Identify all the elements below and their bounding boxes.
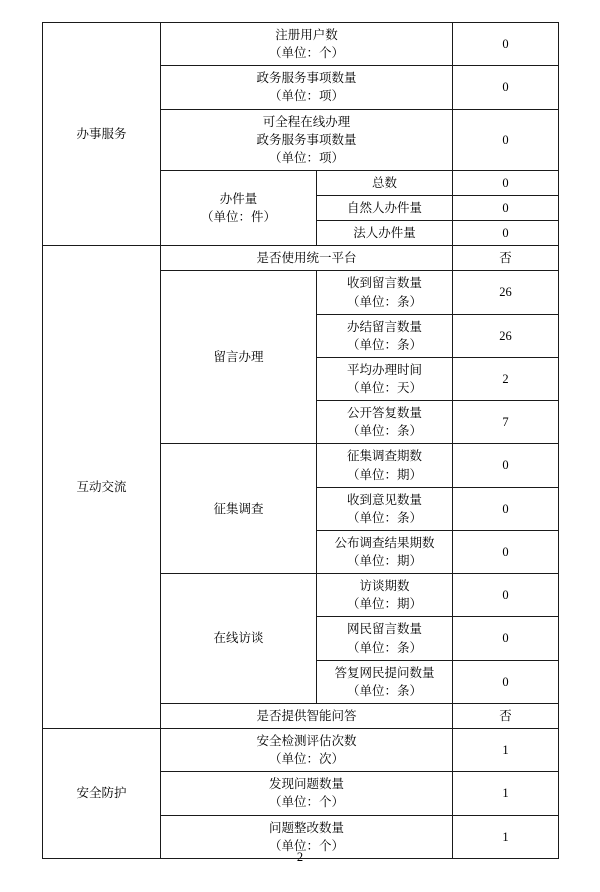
value-cell: 26 (453, 271, 559, 314)
sub-label-line1: 访谈期数 (359, 579, 410, 594)
item-cell (161, 729, 453, 772)
item-cell-message-handling: 留言办理 (161, 271, 317, 444)
page-number: 2 (296, 850, 304, 864)
item-label-line2: （单位：件） (200, 210, 276, 225)
item-cell (161, 772, 453, 815)
sub-label-cell (317, 357, 453, 400)
item-cell-survey: 征集调查 (161, 444, 317, 574)
sub-label-line2: （单位：条） (346, 683, 422, 698)
sub-label-line2: （单位：期） (346, 554, 422, 568)
value-cell: 7 (453, 401, 559, 444)
sub-label-cell: 总数 (317, 170, 453, 195)
sub-label-cell (317, 487, 453, 530)
sub-label-line1: 网民留言数量 (346, 622, 422, 637)
value-cell: 0 (453, 221, 559, 246)
sub-label-line2: （单位：条） (346, 510, 422, 525)
value-cell: 1 (453, 815, 559, 858)
sub-label-line2: （单位：条） (346, 640, 422, 655)
value-cell: 0 (453, 530, 559, 573)
item-label-line2: （单位：次） (268, 752, 344, 767)
item-cell-caseload (161, 170, 317, 245)
item-label-line1: 政务服务事项数量 (256, 71, 357, 86)
sub-label-line2: （单位：条） (346, 424, 422, 439)
item-cell (161, 23, 453, 66)
sub-label-cell (317, 314, 453, 357)
item-label-line1: 安全检测评估次数 (256, 734, 357, 748)
sub-label-line1: 答复网民提问数量 (334, 665, 435, 680)
sub-label-line1: 公开答复数量 (346, 406, 422, 421)
sub-label-cell (317, 660, 453, 703)
sub-label-cell: 自然人办件量 (317, 196, 453, 221)
sub-label-line2: （单位：天） (346, 381, 422, 395)
value-cell: 0 (453, 66, 559, 109)
value-cell: 26 (453, 314, 559, 357)
category-cell-security: 安全防护 (43, 729, 161, 859)
item-label-line1: 可全程在线办理 (262, 114, 351, 129)
sub-label-cell (317, 574, 453, 617)
value-cell: 0 (453, 444, 559, 487)
sub-label-line2: （单位：期） (346, 467, 422, 482)
value-cell: 0 (453, 487, 559, 530)
category-cell-service: 办事服务 (43, 23, 161, 246)
item-cell-online-interview: 在线访谈 (161, 574, 317, 704)
item-label-line2: （单位：项） (268, 89, 344, 104)
sub-label-line2: （单位：期） (346, 597, 422, 612)
item-cell (161, 66, 453, 109)
table-row (43, 246, 559, 271)
value-cell: 0 (453, 170, 559, 195)
item-label-line1: 注册用户数 (275, 28, 338, 42)
value-cell: 否 (453, 246, 559, 271)
annual-report-table (42, 22, 559, 859)
value-cell: 0 (453, 574, 559, 617)
sub-label-line1: 收到意见数量 (346, 492, 422, 507)
sub-label-cell (317, 617, 453, 660)
sub-label-line1: 收到留言数量 (346, 276, 422, 291)
item-cell (161, 109, 453, 170)
item-label-line1: 办件量 (219, 191, 258, 206)
item-label-line1: 问题整改数量 (268, 820, 344, 835)
sub-label-cell (317, 271, 453, 314)
sub-label-cell (317, 530, 453, 573)
item-label-line2: （单位：个） (268, 838, 344, 853)
sub-label-line1: 平均办理时间 (346, 362, 422, 377)
sub-label-cell (317, 444, 453, 487)
sub-label-line2: （单位：条） (346, 294, 422, 309)
sub-label-line1: 征集调查期数 (346, 449, 422, 464)
value-cell: 0 (453, 196, 559, 221)
value-cell: 0 (453, 109, 559, 170)
value-cell: 0 (453, 660, 559, 703)
value-cell: 否 (453, 703, 559, 728)
sub-label-line2: （单位：条） (346, 337, 422, 352)
item-label-line2: （单位：个） (268, 795, 344, 810)
value-cell: 2 (453, 357, 559, 400)
sub-label-line1: 公布调查结果期数 (334, 535, 435, 550)
sub-label-cell: 法人办件量 (317, 221, 453, 246)
item-label-line2: （单位：项） (268, 150, 344, 165)
item-cell: 是否使用统一平台 (161, 246, 453, 271)
table-row (43, 23, 559, 66)
sub-label-cell (317, 401, 453, 444)
item-label-line2: （单位：个） (268, 46, 344, 61)
item-label-line1: 发现问题数量 (268, 777, 344, 792)
item-cell: 是否提供智能问答 (161, 703, 453, 728)
sub-label-line1: 办结留言数量 (346, 319, 422, 334)
category-cell-interaction: 互动交流 (43, 246, 161, 729)
value-cell: 0 (453, 23, 559, 66)
value-cell: 0 (453, 617, 559, 660)
value-cell: 1 (453, 772, 559, 815)
item-label-line1b: 政务服务事项数量 (256, 132, 357, 147)
value-cell: 1 (453, 729, 559, 772)
table-row (43, 729, 559, 772)
